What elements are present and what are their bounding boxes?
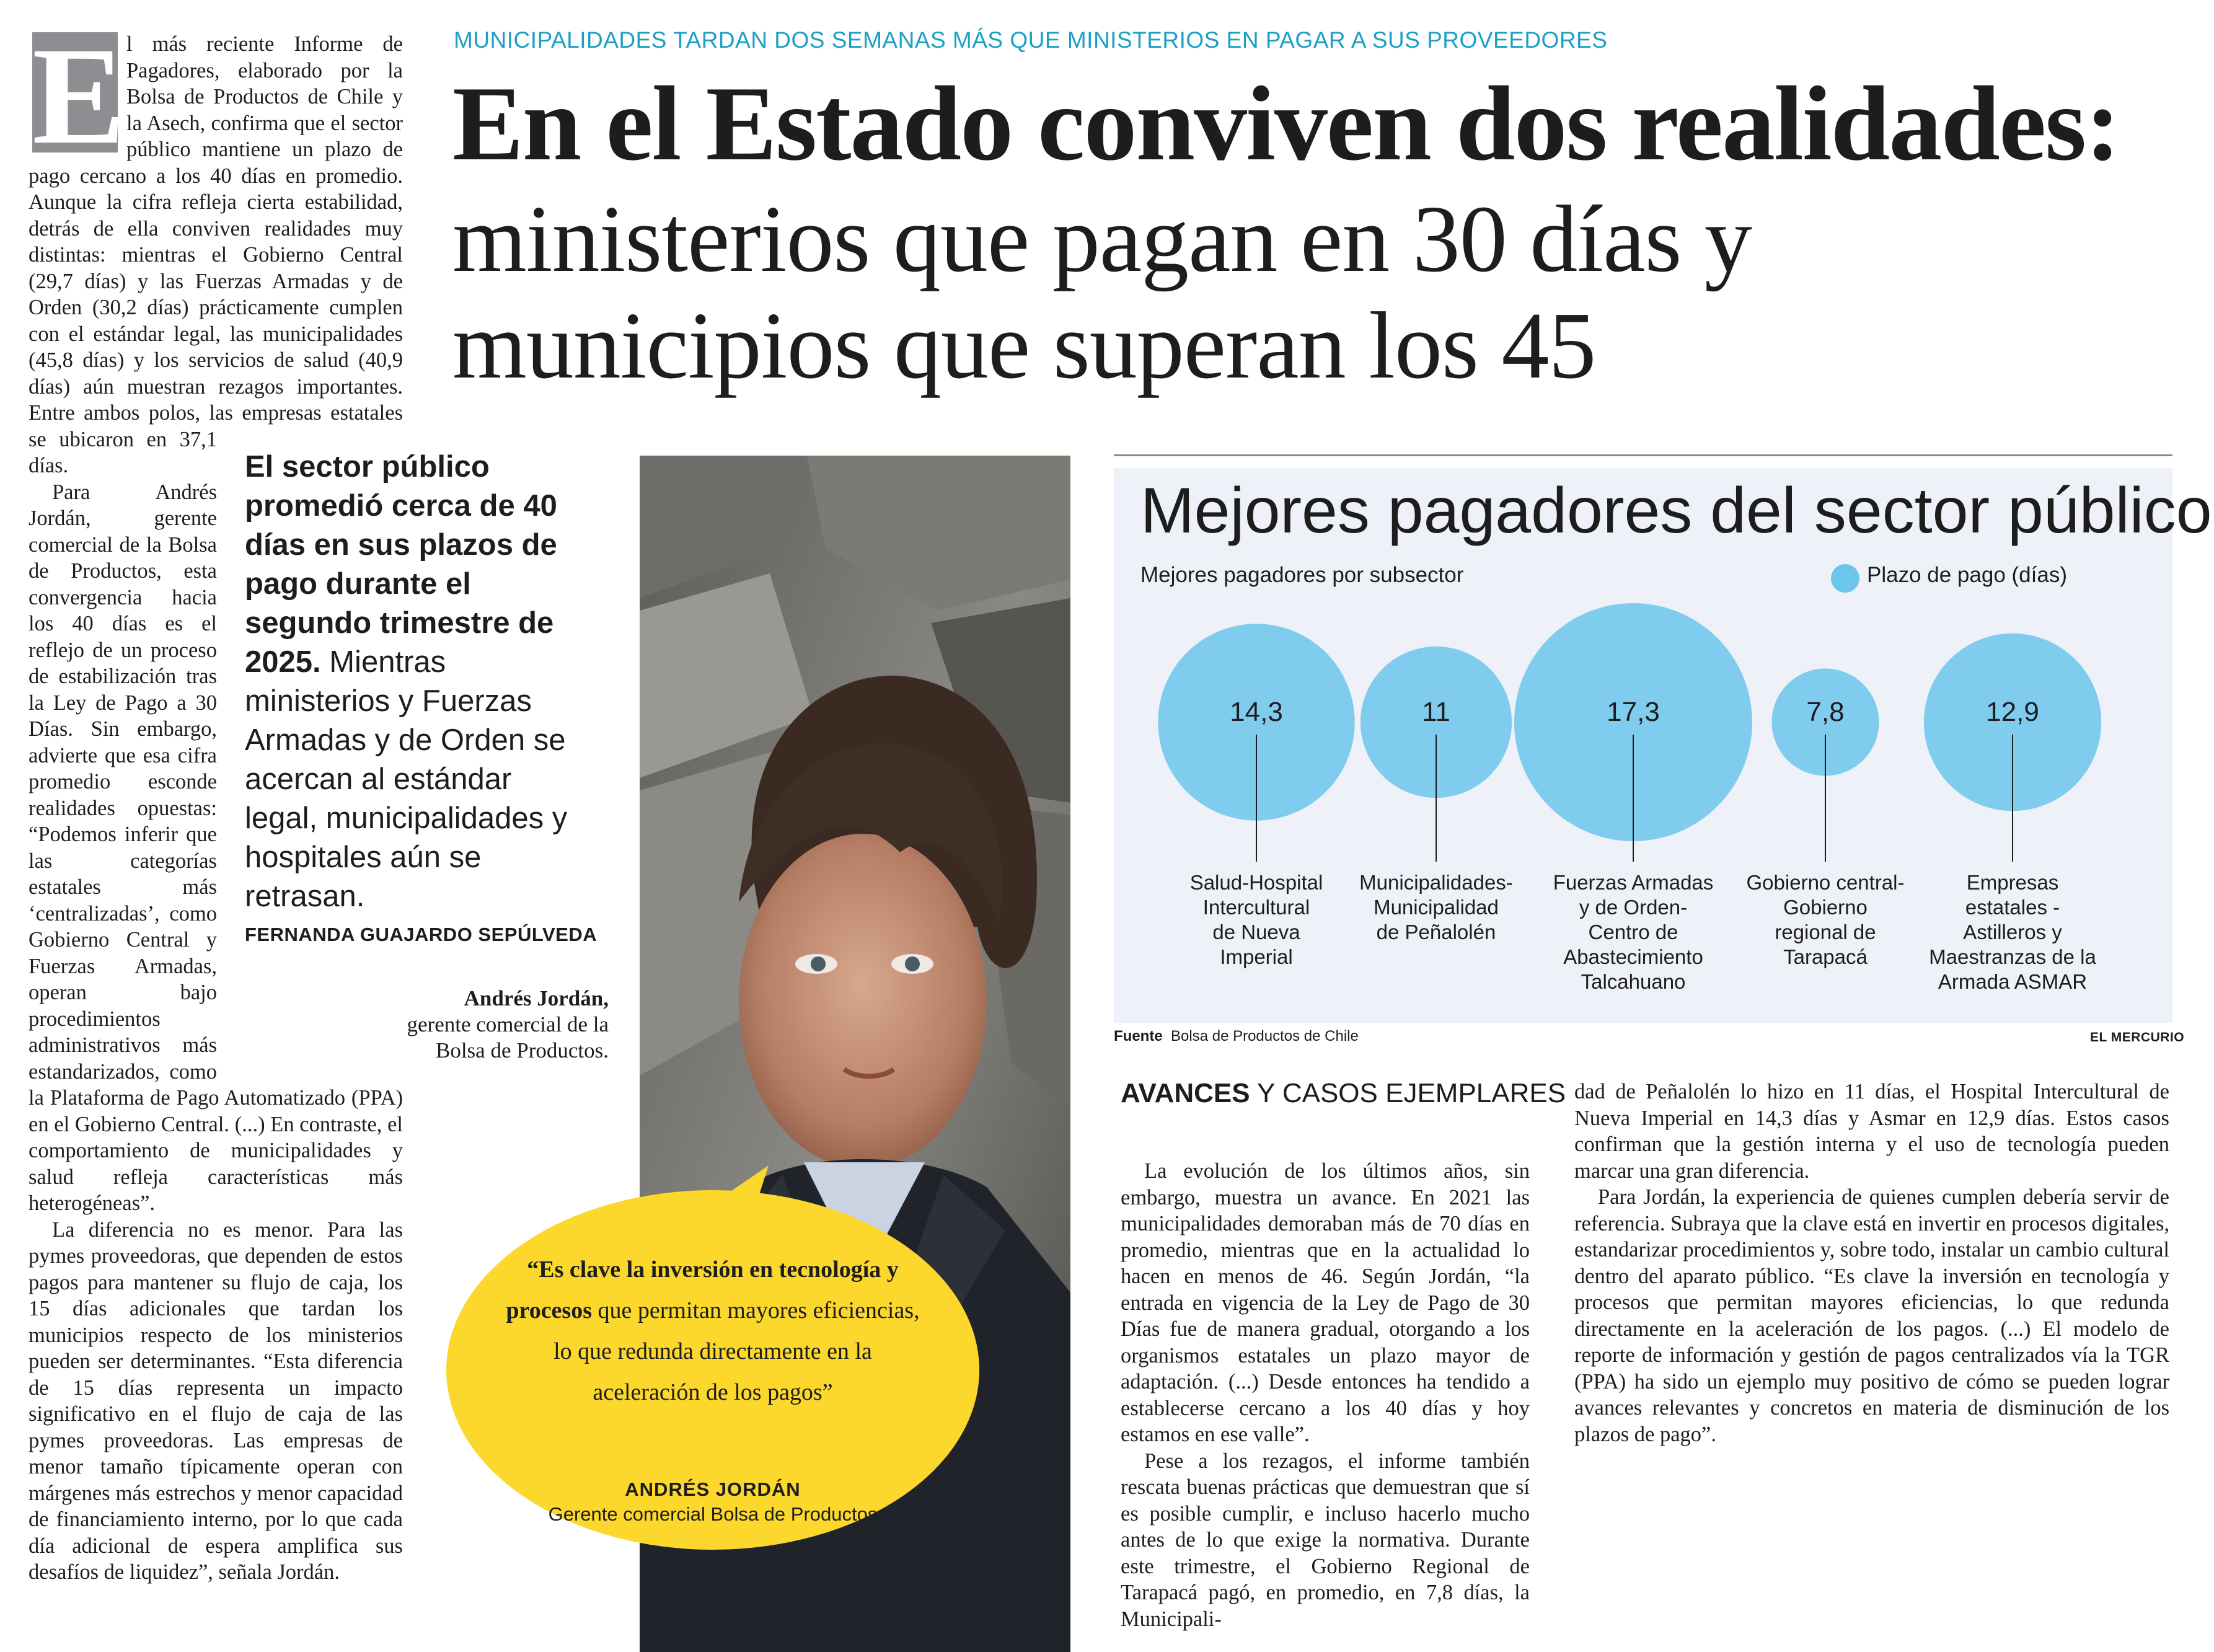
headline-subtitle-line-2: municipios que superan los 45 (452, 293, 1596, 399)
category-label: regional de (1775, 921, 1876, 943)
chart-title: Mejores pagadores del sector público (1140, 475, 2212, 547)
section-heading-rest: Y CASOS EJEMPLARES (1250, 1078, 1566, 1108)
category-label: Municipalidad (1374, 896, 1499, 919)
paragraph: Para Jordán, la experiencia de quienes cumplen debería servir de referencia. Subraya que la clave está en invertir en procesos digitales, estandarizar procedimientos y, sobre todo, instalar un cambio cultural dentro del aparato público. “Es clave la inversión en tecnología y procesos que permitan mayores eficiencias, lo que redunda directamente en la aceleración de los pagos. (...) El modelo de reporte de información y gestión de pagos centralizados vía la TGR (PPA) ha sido un ejemplo muy positivo de cómo se pueden lograr avances relevantes y concretos en materia de disminución de los plazos de pago”. (1574, 1185, 2169, 1446)
category-label: y de Orden- (1579, 896, 1688, 919)
pull-quote-bold: “Es clave la inversión en tecnología y procesos (506, 1257, 899, 1323)
paragraph: La evolución de los últimos años, sin embargo, muestra un avance. En 2021 las municipalidades demoraban más de 70 días en promedio, mientras que en la actualidad lo hacen en menos de 46. Según Jordán, “la entrada en vigencia de la Ley de Pago de 30 Días fue de manera gradual, otorgando a los organismos estatales un plazo mayor de adaptación. (...) Desde entonces ha tendido a establecerse cercano a los 40 días y hoy estamos en ese valle”. (1121, 1159, 1530, 1446)
paragraph: l más reciente Informe de Pagadores, elaborado por la Bolsa de Productos de Chile y la Asech, confirma que el sector público mantiene un plazo de pago cercano a los 40 días en promedio. Aunque la cifra refleja cierta estabilidad, detrás de ella conviven realidades muy distintas: mientras el Gobierno Central (29,7 días) y las Fuerzas Armadas y de Orden (30,2 días) prácticamente cumplen con el estándar legal, las municipalidades (45,8 días) y los servicios de salud (40,9 días) aún muestran rezagos importantes. Entre ambos polos, las empresas estatales se ubicaron en 37,1 días. (29, 32, 403, 477)
dropcap: E (32, 18, 126, 173)
category-label: Tarapacá (1783, 945, 1868, 968)
category-label: Maestranzas de la (1929, 945, 2096, 968)
chart-source (1114, 1028, 1359, 1045)
kicker: MUNICIPALIDADES TARDAN DOS SEMANAS MÁS QUE MINISTERIOS EN PAGAR A SUS PROVEEDORES (454, 27, 1608, 53)
category-label: Talcahuano (1581, 970, 1686, 993)
dropcap-space (29, 18, 126, 173)
category-label: Gobierno (1783, 896, 1868, 919)
chart-divider (1114, 454, 2172, 456)
headline-subtitle-line-1: ministerios que pagan en 30 días y (452, 187, 1752, 292)
body-column-3 (1121, 1158, 1530, 1632)
source-text: Bolsa de Productos de Chile (1171, 1028, 1359, 1045)
category-label: Empresas (1966, 871, 2059, 894)
category-label: estatales - (1965, 896, 2060, 919)
bubble-value-label: 11 (1422, 697, 1450, 727)
category-label: Centro de (1588, 921, 1678, 943)
source-label: Fuente (1114, 1028, 1163, 1045)
paragraph: La diferencia no es menor. Para las pymes proveedoras, que dependen de estos pagos para mantener su flujo de caja, los 15 días adicionales que tardan los municipios respecto de los ministerios pueden ser determinantes. “Esta diferencia de 15 días representa un impacto significativo en el flujo de caja de las pymes proveedoras. Las empresas de menor tamaño típicamente operan con márgenes más estrechos y menor capacidad de financiamiento interno, por lo que cada día adicional de espera amplifica sus desafíos de liquidez”, señala Jordán. (29, 1217, 403, 1584)
section-heading-bold: AVANCES (1121, 1078, 1250, 1108)
pull-quote (502, 1249, 924, 1413)
lead-light: Mientras ministerios y Fuerzas Armadas y de Orden se acercan al estándar legal, municipalidades y hospitales aún se retrasan. (245, 645, 568, 913)
category-label: Imperial (1220, 945, 1293, 968)
bubble-value-label: 12,9 (1986, 697, 2039, 727)
paragraph: Para Andrés Jordán, gerente comercial de la Bolsa de Productos, esta convergencia hacia los 40 días es el reflejo de un proceso de estabilización tras la Ley de Pago a 30 Días. Sin embargo, advierte que esa cifra promedio esconde realidades opuestas: “Podemos inferir que las categorías estatales más ‘centralizadas’, como Gobierno Central y Fuerzas Armadas, operan bajo procedimientos administrativos más estandarizados, como la Plataforma de Pago Automatizado (PPA) en el Gobierno Central. (...) En contraste, el comportamiento de municipalidades y salud refleja características más heterogéneas”. (29, 480, 403, 1215)
category-label: Salud-Hospital (1189, 871, 1323, 894)
bubble-value-label: 7,8 (1806, 697, 1845, 727)
category-label: Intercultural (1202, 896, 1310, 919)
caption-name: Andrés Jordán, (464, 986, 609, 1010)
category-label: de Peñalolén (1376, 921, 1496, 943)
pull-quote-rest: que permitan mayores eficiencias, lo que redunda directamente en la aceleración de los pagos” (554, 1297, 920, 1405)
category-label: Abastecimiento (1563, 945, 1703, 968)
body-column-4 (1574, 1079, 2169, 1447)
category-label: Gobierno central- (1746, 871, 1905, 894)
category-label: Fuerzas Armadas (1553, 871, 1714, 894)
photo-caption (397, 986, 609, 1064)
category-label: de Nueva (1212, 921, 1300, 943)
chart-subtitle: Mejores pagadores por subsector (1140, 563, 1464, 587)
category-label: Astilleros y (1963, 921, 2062, 943)
bubble-value-label: 14,3 (1230, 697, 1283, 727)
chart-credit: EL MERCURIO (2090, 1030, 2185, 1045)
caption-role: gerente comercial de la Bolsa de Productos. (407, 1012, 609, 1062)
category-label: Armada ASMAR (1938, 970, 2088, 993)
headline-subtitle (452, 186, 1752, 399)
headline: En el Estado conviven dos realidades: (452, 65, 2120, 183)
legend-label: Plazo de pago (días) (1867, 563, 2067, 587)
quote-role: Gerente comercial Bolsa de Productos (548, 1503, 878, 1525)
lead-bold: El sector público promedió cerca de 40 días en sus plazos de pago durante el segundo trimestre de 2025. (245, 450, 557, 679)
bubble-value-label: 17,3 (1607, 697, 1660, 727)
lead-summary (245, 448, 592, 916)
byline: FERNANDA GUAJARDO SEPÚLVEDA (245, 924, 598, 945)
paragraph: Pese a los rezagos, el informe también rescata buenas prácticas que demuestran que sí es posible cumplir, e incluso hacerlo mucho antes de lo que exige la normativa. Durante este trimestre, el Gobierno Regional de Tarapacá pagó, en promedio, en 7,8 días, la Municipali- (1121, 1449, 1530, 1631)
legend-swatch (1831, 564, 1859, 593)
paragraph: dad de Peñalolén lo hizo en 11 días, el Hospital Intercultural de Nueva Imperial en 14,3 días y Asmar en 12,9 días. Estos casos confirman que la gestión interna y el uso de tecnología pueden marcar una gran diferencia. (1574, 1080, 2169, 1183)
bubble-chart (1114, 468, 2172, 1023)
section-heading (1121, 1079, 1566, 1108)
category-label: Municipalidades- (1359, 871, 1513, 894)
quote-author: ANDRÉS JORDÁN (625, 1478, 801, 1500)
